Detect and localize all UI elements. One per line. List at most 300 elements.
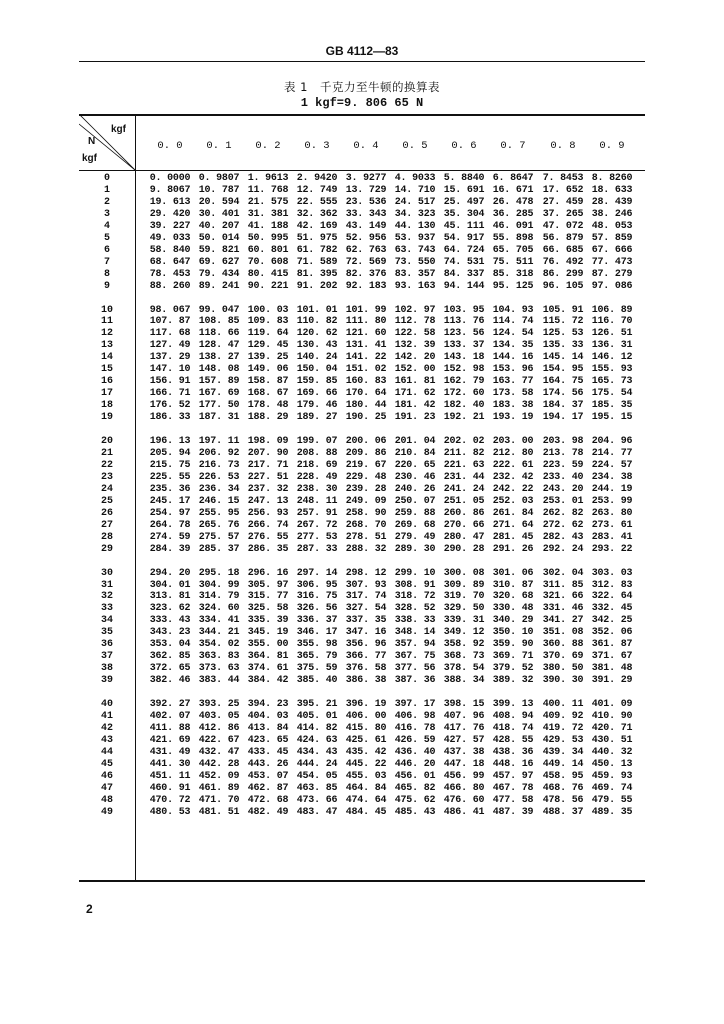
- column-header: 0. 7: [500, 140, 526, 152]
- table-cell: 325. 58: [247, 603, 289, 615]
- table-cell: 19. 613: [149, 196, 191, 208]
- table-cell: 106. 89: [591, 304, 633, 316]
- table-cell: 425. 61: [345, 734, 387, 746]
- row-kgf-label: 17: [100, 388, 113, 400]
- row-kgf-label: 3: [103, 208, 110, 220]
- table-cell: 129. 45: [247, 340, 289, 352]
- table-cell: 259. 88: [394, 507, 436, 519]
- table-cell: 152. 00: [394, 364, 436, 376]
- table-cell: 424. 63: [296, 734, 338, 746]
- table-cell: 230. 46: [394, 471, 436, 483]
- table-cell: 88. 260: [149, 280, 191, 292]
- table-cell: 13. 729: [345, 184, 387, 196]
- table-cell: 95. 125: [492, 280, 534, 292]
- table-cell: 464. 84: [345, 782, 387, 794]
- table-cell: 427. 57: [443, 734, 485, 746]
- table-cell: 89. 241: [198, 280, 240, 292]
- table-cell: 96. 105: [542, 280, 584, 292]
- table-cell: 119. 64: [247, 328, 289, 340]
- table-cell: 221. 63: [443, 459, 485, 471]
- table-cell: 402. 07: [149, 711, 191, 722]
- table-cell: 191. 23: [394, 412, 436, 423]
- table-cell: 261. 84: [492, 507, 534, 519]
- table-cell: 171. 62: [394, 388, 436, 400]
- table-cell: 83. 357: [394, 268, 436, 280]
- table-cell: 403. 05: [198, 711, 240, 722]
- table-cell: 217. 71: [247, 459, 289, 471]
- column-header: 0. 1: [206, 140, 232, 152]
- table-cell: 332. 45: [591, 603, 633, 615]
- table-cell: 365. 79: [296, 651, 338, 663]
- table-cell: 225. 55: [149, 471, 191, 483]
- table-cell: 111. 80: [345, 316, 387, 328]
- table-cell: 107. 87: [149, 316, 191, 328]
- table-cell: 192. 21: [443, 412, 485, 423]
- table-cell: 229. 48: [345, 471, 387, 483]
- row-kgf-label: 37: [100, 651, 113, 663]
- table-cell: 298. 12: [345, 567, 387, 579]
- table-cell: 360. 88: [542, 639, 584, 651]
- table-cell: 456. 99: [443, 770, 485, 782]
- table-cell: 349. 12: [443, 627, 485, 639]
- row-kgf-label: 6: [103, 244, 110, 256]
- table-cell: 304. 01: [149, 579, 191, 591]
- table-cell: 486. 41: [443, 806, 485, 818]
- table-cell: 340. 29: [492, 615, 534, 627]
- table-cell: 331. 46: [542, 603, 584, 615]
- table-cell: 454. 05: [296, 770, 338, 782]
- row-kgf-label: 8: [103, 268, 110, 280]
- table-cell: 264. 78: [149, 519, 191, 531]
- table-cell: 440. 32: [591, 746, 633, 758]
- table-cell: 258. 90: [345, 507, 387, 519]
- table-cell: 218. 69: [296, 459, 338, 471]
- table-cell: 50. 014: [198, 232, 240, 244]
- table-cell: 434. 43: [296, 746, 338, 758]
- table-cell: 204. 96: [591, 436, 633, 447]
- table-cell: 324. 60: [198, 603, 240, 615]
- table-cell: 84. 337: [443, 268, 485, 280]
- table-cell: 189. 27: [296, 412, 338, 423]
- standard-number: GB 4112—83: [325, 44, 399, 58]
- header-rule: [79, 61, 645, 62]
- table-cell: 400. 11: [542, 699, 584, 710]
- table-cell: 234. 38: [591, 471, 633, 483]
- table-cell: 429. 53: [542, 734, 584, 746]
- table-cell: 260. 86: [443, 507, 485, 519]
- table-cell: 405. 01: [296, 711, 338, 722]
- column-header: 0. 6: [451, 140, 477, 152]
- table-cell: 267. 72: [296, 519, 338, 531]
- table-cell: 232. 42: [492, 471, 534, 483]
- table-cell: 130. 43: [296, 340, 338, 352]
- table-cell: 413. 84: [247, 722, 289, 734]
- table-cell: 144. 16: [492, 352, 534, 364]
- table-cell: 99. 047: [198, 304, 240, 316]
- table-cell: 100. 03: [247, 304, 289, 316]
- row-kgf-label: 48: [100, 794, 113, 806]
- table-cell: 323. 62: [149, 603, 191, 615]
- table-cell: 184. 37: [542, 400, 584, 412]
- table-cell: 307. 93: [345, 579, 387, 591]
- table-cell: 50. 995: [247, 232, 289, 244]
- table-cell: 481. 51: [198, 806, 240, 818]
- table-cell: 254. 97: [149, 507, 191, 519]
- table-cell: 391. 29: [591, 675, 633, 686]
- table-cell: 158. 87: [247, 376, 289, 388]
- table-cell: 148. 08: [198, 364, 240, 376]
- row-kgf-label: 10: [100, 304, 113, 316]
- table-cell: 327. 54: [345, 603, 387, 615]
- table-cell: 5. 8840: [443, 173, 485, 184]
- table-cell: 268. 70: [345, 519, 387, 531]
- table-cell: 81. 395: [296, 268, 338, 280]
- table-cell: 271. 64: [492, 519, 534, 531]
- table-cell: 128. 47: [198, 340, 240, 352]
- row-kgf-label: 44: [100, 746, 113, 758]
- table-cell: 10. 787: [198, 184, 240, 196]
- table-cell: 29. 420: [149, 208, 191, 220]
- table-cell: 302. 04: [542, 567, 584, 579]
- row-kgf-label: 18: [100, 400, 113, 412]
- row-kgf-label: 23: [100, 471, 113, 483]
- table-cell: 288. 32: [345, 543, 387, 555]
- table-cell: 156. 91: [149, 376, 191, 388]
- table-cell: 228. 49: [296, 471, 338, 483]
- table-cell: 235. 36: [149, 483, 191, 495]
- table-cell: 431. 49: [149, 746, 191, 758]
- table-cell: 215. 75: [149, 459, 191, 471]
- table-cell: 152. 98: [443, 364, 485, 376]
- table-cell: 328. 52: [394, 603, 436, 615]
- table-cell: 233. 40: [542, 471, 584, 483]
- column-header: 0. 3: [304, 140, 330, 152]
- table-cell: 15. 691: [443, 184, 485, 196]
- table-cell: 411. 88: [149, 722, 191, 734]
- table-cell: 319. 70: [443, 591, 485, 603]
- table-cell: 418. 74: [492, 722, 534, 734]
- table-cell: 45. 111: [443, 220, 485, 232]
- table-cell: 7. 8453: [542, 173, 584, 184]
- table-cell: 109. 83: [247, 316, 289, 328]
- table-cell: 321. 66: [542, 591, 584, 603]
- table-cell: 423. 65: [247, 734, 289, 746]
- table-cell: 210. 84: [394, 447, 436, 459]
- table-cell: 16. 671: [492, 184, 534, 196]
- table-cell: 388. 34: [443, 675, 485, 686]
- table-cell: 220. 65: [394, 459, 436, 471]
- table-cell: 459. 93: [591, 770, 633, 782]
- table-cell: 22. 555: [296, 196, 338, 208]
- table-cell: 312. 83: [591, 579, 633, 591]
- table-cell: 240. 26: [394, 483, 436, 495]
- table-cell: 212. 80: [492, 447, 534, 459]
- table-cell: 185. 35: [591, 400, 633, 412]
- table-cell: 370. 69: [542, 651, 584, 663]
- table-cell: 188. 29: [247, 412, 289, 423]
- row-kgf-label: 1: [103, 184, 110, 196]
- table-cell: 174. 56: [542, 388, 584, 400]
- table-cell: 353. 04: [149, 639, 191, 651]
- table-cell: 430. 51: [591, 734, 633, 746]
- table-cell: 447. 18: [443, 758, 485, 770]
- table-cell: 55. 898: [492, 232, 534, 244]
- table-cell: 21. 575: [247, 196, 289, 208]
- table-cell: 214. 77: [591, 447, 633, 459]
- table-cell: 101. 01: [296, 304, 338, 316]
- table-cell: 180. 44: [345, 400, 387, 412]
- table-cell: 253. 01: [542, 495, 584, 507]
- table-cell: 3. 9277: [345, 173, 387, 184]
- table-cell: 32. 362: [296, 208, 338, 220]
- table-cell: 186. 33: [149, 412, 191, 423]
- table-cell: 151. 02: [345, 364, 387, 376]
- row-kgf-label: 36: [100, 639, 113, 651]
- row-kgf-label: 9: [103, 280, 110, 292]
- table-cell: 293. 22: [591, 543, 633, 555]
- table-cell: 39. 227: [149, 220, 191, 232]
- row-kgf-label: 26: [100, 507, 113, 519]
- table-cell: 162. 79: [443, 376, 485, 388]
- table-cell: 408. 94: [492, 711, 534, 722]
- table-cell: 0. 9807: [198, 173, 240, 184]
- table-cell: 414. 82: [296, 722, 338, 734]
- table-cell: 69. 627: [198, 256, 240, 268]
- table-cell: 25. 497: [443, 196, 485, 208]
- table-cell: 326. 56: [296, 603, 338, 615]
- table-cell: 301. 06: [492, 567, 534, 579]
- row-kgf-label: 13: [100, 340, 113, 352]
- table-cell: 297. 14: [296, 567, 338, 579]
- table-cell: 179. 46: [296, 400, 338, 412]
- table-cell: 410. 90: [591, 711, 633, 722]
- table-cell: 457. 97: [492, 770, 534, 782]
- table-cell: 123. 56: [443, 328, 485, 340]
- row-kgf-label: 40: [100, 699, 113, 710]
- table-cell: 223. 59: [542, 459, 584, 471]
- row-kgf-label: 41: [100, 711, 113, 722]
- column-header: 0. 5: [402, 140, 428, 152]
- table-cell: 172. 60: [443, 388, 485, 400]
- row-kgf-label: 2: [103, 196, 110, 208]
- table-cell: 42. 169: [296, 220, 338, 232]
- table-cell: 76. 492: [542, 256, 584, 268]
- table-cell: 383. 44: [198, 675, 240, 686]
- table-cell: 141. 22: [345, 352, 387, 364]
- table-cell: 60. 801: [247, 244, 289, 256]
- table-cell: 384. 42: [247, 675, 289, 686]
- table-cell: 92. 183: [345, 280, 387, 292]
- table-cell: 237. 32: [247, 483, 289, 495]
- table-cell: 339. 31: [443, 615, 485, 627]
- table-cell: 79. 434: [198, 268, 240, 280]
- table-cell: 44. 130: [394, 220, 436, 232]
- table-cell: 197. 11: [198, 436, 240, 447]
- table-cell: 108. 85: [198, 316, 240, 328]
- table-cell: 305. 97: [247, 579, 289, 591]
- table-cell: 469. 74: [591, 782, 633, 794]
- table-cell: 463. 85: [296, 782, 338, 794]
- table-cell: 352. 06: [591, 627, 633, 639]
- table-cell: 272. 62: [542, 519, 584, 531]
- table-cell: 227. 51: [247, 471, 289, 483]
- table-cell: 75. 511: [492, 256, 534, 268]
- table-cell: 74. 531: [443, 256, 485, 268]
- table-cell: 449. 14: [542, 758, 584, 770]
- table-cell: 124. 54: [492, 328, 534, 340]
- table-cell: 68. 647: [149, 256, 191, 268]
- table-cell: 205. 94: [149, 447, 191, 459]
- table-cell: 398. 15: [443, 699, 485, 710]
- table-cell: 67. 666: [591, 244, 633, 256]
- table-cell: 274. 59: [149, 531, 191, 543]
- table-cell: 376. 58: [345, 663, 387, 675]
- table-cell: 462. 87: [247, 782, 289, 794]
- table-cell: 30. 401: [198, 208, 240, 220]
- table-cell: 17. 652: [542, 184, 584, 196]
- table-cell: 359. 90: [492, 639, 534, 651]
- table-cell: 226. 53: [198, 471, 240, 483]
- table-cell: 406. 98: [394, 711, 436, 722]
- table-cell: 275. 57: [198, 531, 240, 543]
- table-cell: 194. 17: [542, 412, 584, 423]
- table-cell: 65. 705: [492, 244, 534, 256]
- table-cell: 478. 56: [542, 794, 584, 806]
- table-cell: 364. 81: [247, 651, 289, 663]
- table-cell: 257. 91: [296, 507, 338, 519]
- table-cell: 103. 95: [443, 304, 485, 316]
- table-cell: 154. 95: [542, 364, 584, 376]
- table-cell: 46. 091: [492, 220, 534, 232]
- table-cell: 181. 42: [394, 400, 436, 412]
- table-cell: 276. 55: [247, 531, 289, 543]
- table-cell: 348. 14: [394, 627, 436, 639]
- table-cell: 253. 99: [591, 495, 633, 507]
- table-cell: 355. 00: [247, 639, 289, 651]
- table-cell: 173. 58: [492, 388, 534, 400]
- table-cell: 382. 46: [149, 675, 191, 686]
- table-cell: 412. 86: [198, 722, 240, 734]
- table-cell: 453. 07: [247, 770, 289, 782]
- table-cell: 85. 318: [492, 268, 534, 280]
- table-cell: 193. 19: [492, 412, 534, 423]
- table-cell: 476. 60: [443, 794, 485, 806]
- table-cell: 34. 323: [394, 208, 436, 220]
- table-cell: 489. 35: [591, 806, 633, 818]
- table-cell: 110. 82: [296, 316, 338, 328]
- table-cell: 117. 68: [149, 328, 191, 340]
- table-cell: 28. 439: [591, 196, 633, 208]
- table-cell: 64. 724: [443, 244, 485, 256]
- table-cell: 344. 21: [198, 627, 240, 639]
- table-cell: 461. 89: [198, 782, 240, 794]
- table-cell: 231. 44: [443, 471, 485, 483]
- table-cell: 435. 42: [345, 746, 387, 758]
- table-cell: 202. 02: [443, 436, 485, 447]
- table-cell: 1. 9613: [247, 173, 289, 184]
- table-cell: 18. 633: [591, 184, 633, 196]
- table-cell: 203. 98: [542, 436, 584, 447]
- table-cell: 183. 38: [492, 400, 534, 412]
- table-cell: 248. 11: [296, 495, 338, 507]
- table-cell: 147. 10: [149, 364, 191, 376]
- table-cell: 54. 917: [443, 232, 485, 244]
- table-cell: 101. 99: [345, 304, 387, 316]
- table-cell: 393. 25: [198, 699, 240, 710]
- table-cell: 131. 41: [345, 340, 387, 352]
- table-cell: 73. 550: [394, 256, 436, 268]
- table-cell: 341. 27: [542, 615, 584, 627]
- table-cell: 396. 19: [345, 699, 387, 710]
- table-cell: 24. 517: [394, 196, 436, 208]
- table-cell: 407. 96: [443, 711, 485, 722]
- table-cell: 354. 02: [198, 639, 240, 651]
- table-cell: 266. 74: [247, 519, 289, 531]
- table-cell: 87. 279: [591, 268, 633, 280]
- table-cell: 468. 76: [542, 782, 584, 794]
- table-cell: 165. 73: [591, 376, 633, 388]
- row-kgf-label: 47: [100, 782, 113, 794]
- table-cell: 363. 83: [198, 651, 240, 663]
- table-cell: 247. 13: [247, 495, 289, 507]
- row-kgf-label: 31: [100, 579, 113, 591]
- table-cell: 125. 53: [542, 328, 584, 340]
- table-cell: 126. 51: [591, 328, 633, 340]
- table-cell: 317. 74: [345, 591, 387, 603]
- table-cell: 177. 50: [198, 400, 240, 412]
- table-cell: 255. 95: [198, 507, 240, 519]
- table-cell: 295. 18: [198, 567, 240, 579]
- table-cell: 118. 66: [198, 328, 240, 340]
- row-kgf-label: 38: [100, 663, 113, 675]
- table-cell: 474. 64: [345, 794, 387, 806]
- table-cell: 329. 50: [443, 603, 485, 615]
- table-cell: 292. 24: [542, 543, 584, 555]
- table-cell: 322. 64: [591, 591, 633, 603]
- table-cell: 385. 40: [296, 675, 338, 686]
- table-cell: 306. 95: [296, 579, 338, 591]
- table-cell: 381. 48: [591, 663, 633, 675]
- table-cell: 372. 65: [149, 663, 191, 675]
- table-cell: 94. 144: [443, 280, 485, 292]
- table-cell: 196. 13: [149, 436, 191, 447]
- table-cell: 401. 09: [591, 699, 633, 710]
- table-cell: 386. 38: [345, 675, 387, 686]
- table-cell: 133. 37: [443, 340, 485, 352]
- row-kgf-label: 15: [100, 364, 113, 376]
- table-cell: 270. 66: [443, 519, 485, 531]
- table-cell: 362. 85: [149, 651, 191, 663]
- table-cell: 409. 92: [542, 711, 584, 722]
- row-kgf-label: 16: [100, 376, 113, 388]
- table-cell: 187. 31: [198, 412, 240, 423]
- table-cell: 245. 17: [149, 495, 191, 507]
- table-cell: 342. 25: [591, 615, 633, 627]
- table-cell: 455. 03: [345, 770, 387, 782]
- table-cell: 120. 62: [296, 328, 338, 340]
- table-cell: 446. 20: [394, 758, 436, 770]
- table-cell: 250. 07: [394, 495, 436, 507]
- table-cell: 366. 77: [345, 651, 387, 663]
- table-cell: 473. 66: [296, 794, 338, 806]
- table-cell: 190. 25: [345, 412, 387, 423]
- table-cell: 345. 19: [247, 627, 289, 639]
- table-cell: 222. 61: [492, 459, 534, 471]
- table-cell: 142. 20: [394, 352, 436, 364]
- table-cell: 333. 43: [149, 615, 191, 627]
- table-cell: 281. 45: [492, 531, 534, 543]
- table-cell: 335. 39: [247, 615, 289, 627]
